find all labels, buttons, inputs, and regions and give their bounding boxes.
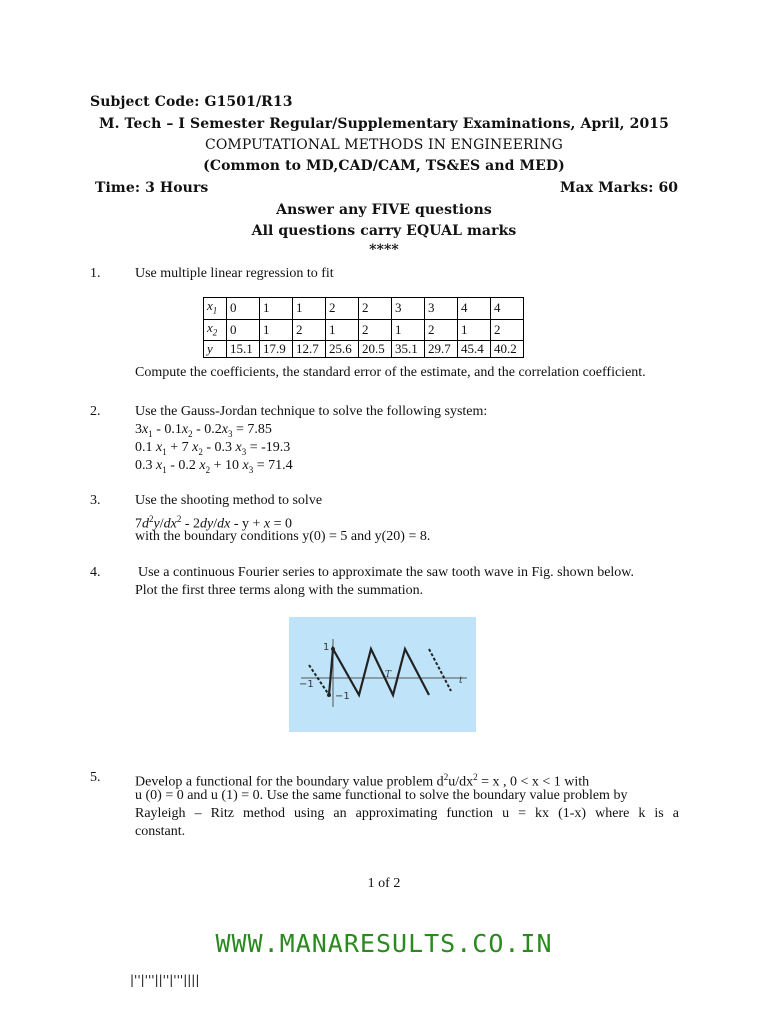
- table-cell: 4: [491, 298, 524, 320]
- question-number: 2.: [90, 404, 101, 419]
- label-y-bottom: −1: [335, 691, 350, 702]
- table-cell: 1: [326, 319, 359, 341]
- label-y-top: 1: [323, 642, 330, 653]
- table-cell: 4: [458, 298, 491, 320]
- subject-code: Subject Code: G1501/R13: [90, 94, 293, 110]
- question-text: Use the Gauss-Jordan technique to solve the following system:: [135, 404, 488, 419]
- instruction-marks: All questions carry EQUAL marks: [251, 223, 517, 239]
- exam-time: Time: 3 Hours: [95, 180, 209, 196]
- point-marker: [331, 647, 335, 651]
- row-label-x1: $x_1$: [204, 298, 227, 320]
- table-cell: 0: [227, 319, 260, 341]
- question-followup: Compute the coefficients, the standard error of the estimate, and the correlation coefficient.: [135, 365, 646, 380]
- sawtooth-line: [329, 649, 429, 695]
- table-cell: 1: [260, 319, 293, 341]
- table-row: [204, 319, 524, 341]
- question-text: Use multiple linear regression to fit: [135, 266, 334, 281]
- equation-3: 0.3 $x_1 - 0.2$ $x_2 + 10$ $x_3 = 71.4$: [135, 458, 293, 475]
- table-row: [204, 298, 524, 320]
- table-cell: 2: [326, 298, 359, 320]
- sawtooth-wave-svg: [289, 617, 476, 732]
- row-label-y: y: [204, 341, 227, 358]
- question-text-2: u (0) = 0 and u (1) = 0. Use the same functional to solve the boundary value problem by: [135, 788, 628, 803]
- table-cell: 1: [293, 298, 326, 320]
- point-marker: [327, 693, 331, 697]
- common-to: (Common to MD,CAD/CAM, TS&ES and MED): [203, 158, 565, 174]
- sawtooth-figure: [289, 617, 476, 732]
- page-number: 1 of 2: [367, 876, 401, 891]
- label-x-T: T: [385, 670, 392, 680]
- table-cell: 40.2: [491, 341, 524, 358]
- barcode: |''|'''||''|'''||||: [130, 973, 200, 987]
- label-x-left: −1: [299, 679, 314, 690]
- instruction-answer: Answer any FIVE questions: [276, 202, 492, 218]
- question-number: 1.: [90, 266, 101, 281]
- ode-equation: $7d^2y/dx^2 - 2dy/dx - y + x = 0$: [135, 514, 293, 532]
- boundary-conditions: with the boundary conditions y(0) = 5 and y(20) = 8.: [135, 529, 431, 544]
- row-label-x2: $x_2$: [204, 319, 227, 341]
- question-text: Develop a functional for the boundary value problem $d^2u/dx^2 = x$ , 0 < x < 1 with: [135, 772, 590, 790]
- question-number: 3.: [90, 493, 101, 508]
- table-cell: 15.1: [227, 341, 260, 358]
- table-cell: 29.7: [425, 341, 458, 358]
- table-cell: 17.9: [260, 341, 293, 358]
- table-cell: 1: [260, 298, 293, 320]
- question-text-4: constant.: [135, 824, 186, 839]
- regression-data-table: [203, 297, 524, 358]
- table-row: [204, 341, 524, 358]
- table-cell: 2: [359, 319, 392, 341]
- table-cell: 1: [392, 319, 425, 341]
- course-title: COMPUTATIONAL METHODS IN ENGINEERING: [205, 137, 563, 153]
- table-cell: 45.4: [458, 341, 491, 358]
- question-text: Use a continuous Fourier series to approximate the saw tooth wave in Fig. shown below.: [138, 565, 635, 580]
- footer-url: WWW.MANARESULTS.CO.IN: [215, 929, 553, 958]
- question-text-2: Plot the first three terms along with the summation.: [135, 583, 424, 598]
- label-x-t: t: [459, 676, 463, 686]
- dashed-segment-right: [429, 649, 451, 691]
- table-cell: 35.1: [392, 341, 425, 358]
- table-cell: 1: [458, 319, 491, 341]
- table-cell: 20.5: [359, 341, 392, 358]
- question-text-3: Rayleigh – Ritz method using an approximating function u = kx (1-x) where k is a: [135, 806, 679, 821]
- table-cell: 2: [293, 319, 326, 341]
- max-marks: Max Marks: 60: [560, 180, 679, 196]
- table-cell: 3: [425, 298, 458, 320]
- table-cell: 2: [359, 298, 392, 320]
- table-cell: 2: [491, 319, 524, 341]
- table-cell: 2: [425, 319, 458, 341]
- table-cell: 12.7: [293, 341, 326, 358]
- exam-title: M. Tech – I Semester Regular/Supplementary Examinations, April, 2015: [99, 116, 669, 132]
- equation-2: 0.1 $x_1 + 7$ $x_2 - 0.3$ $x_3 = -19.3$: [135, 440, 291, 457]
- table-cell: 3: [392, 298, 425, 320]
- question-number: 5.: [90, 770, 101, 785]
- question-number: 4.: [90, 565, 101, 580]
- equation-1: $3x_1 - 0.1x_2 - 0.2x_3 = 7.85$: [135, 422, 272, 439]
- question-text: Use the shooting method to solve: [135, 493, 323, 508]
- table-cell: 0: [227, 298, 260, 320]
- separator-stars: ****: [369, 242, 399, 258]
- table-cell: 25.6: [326, 341, 359, 358]
